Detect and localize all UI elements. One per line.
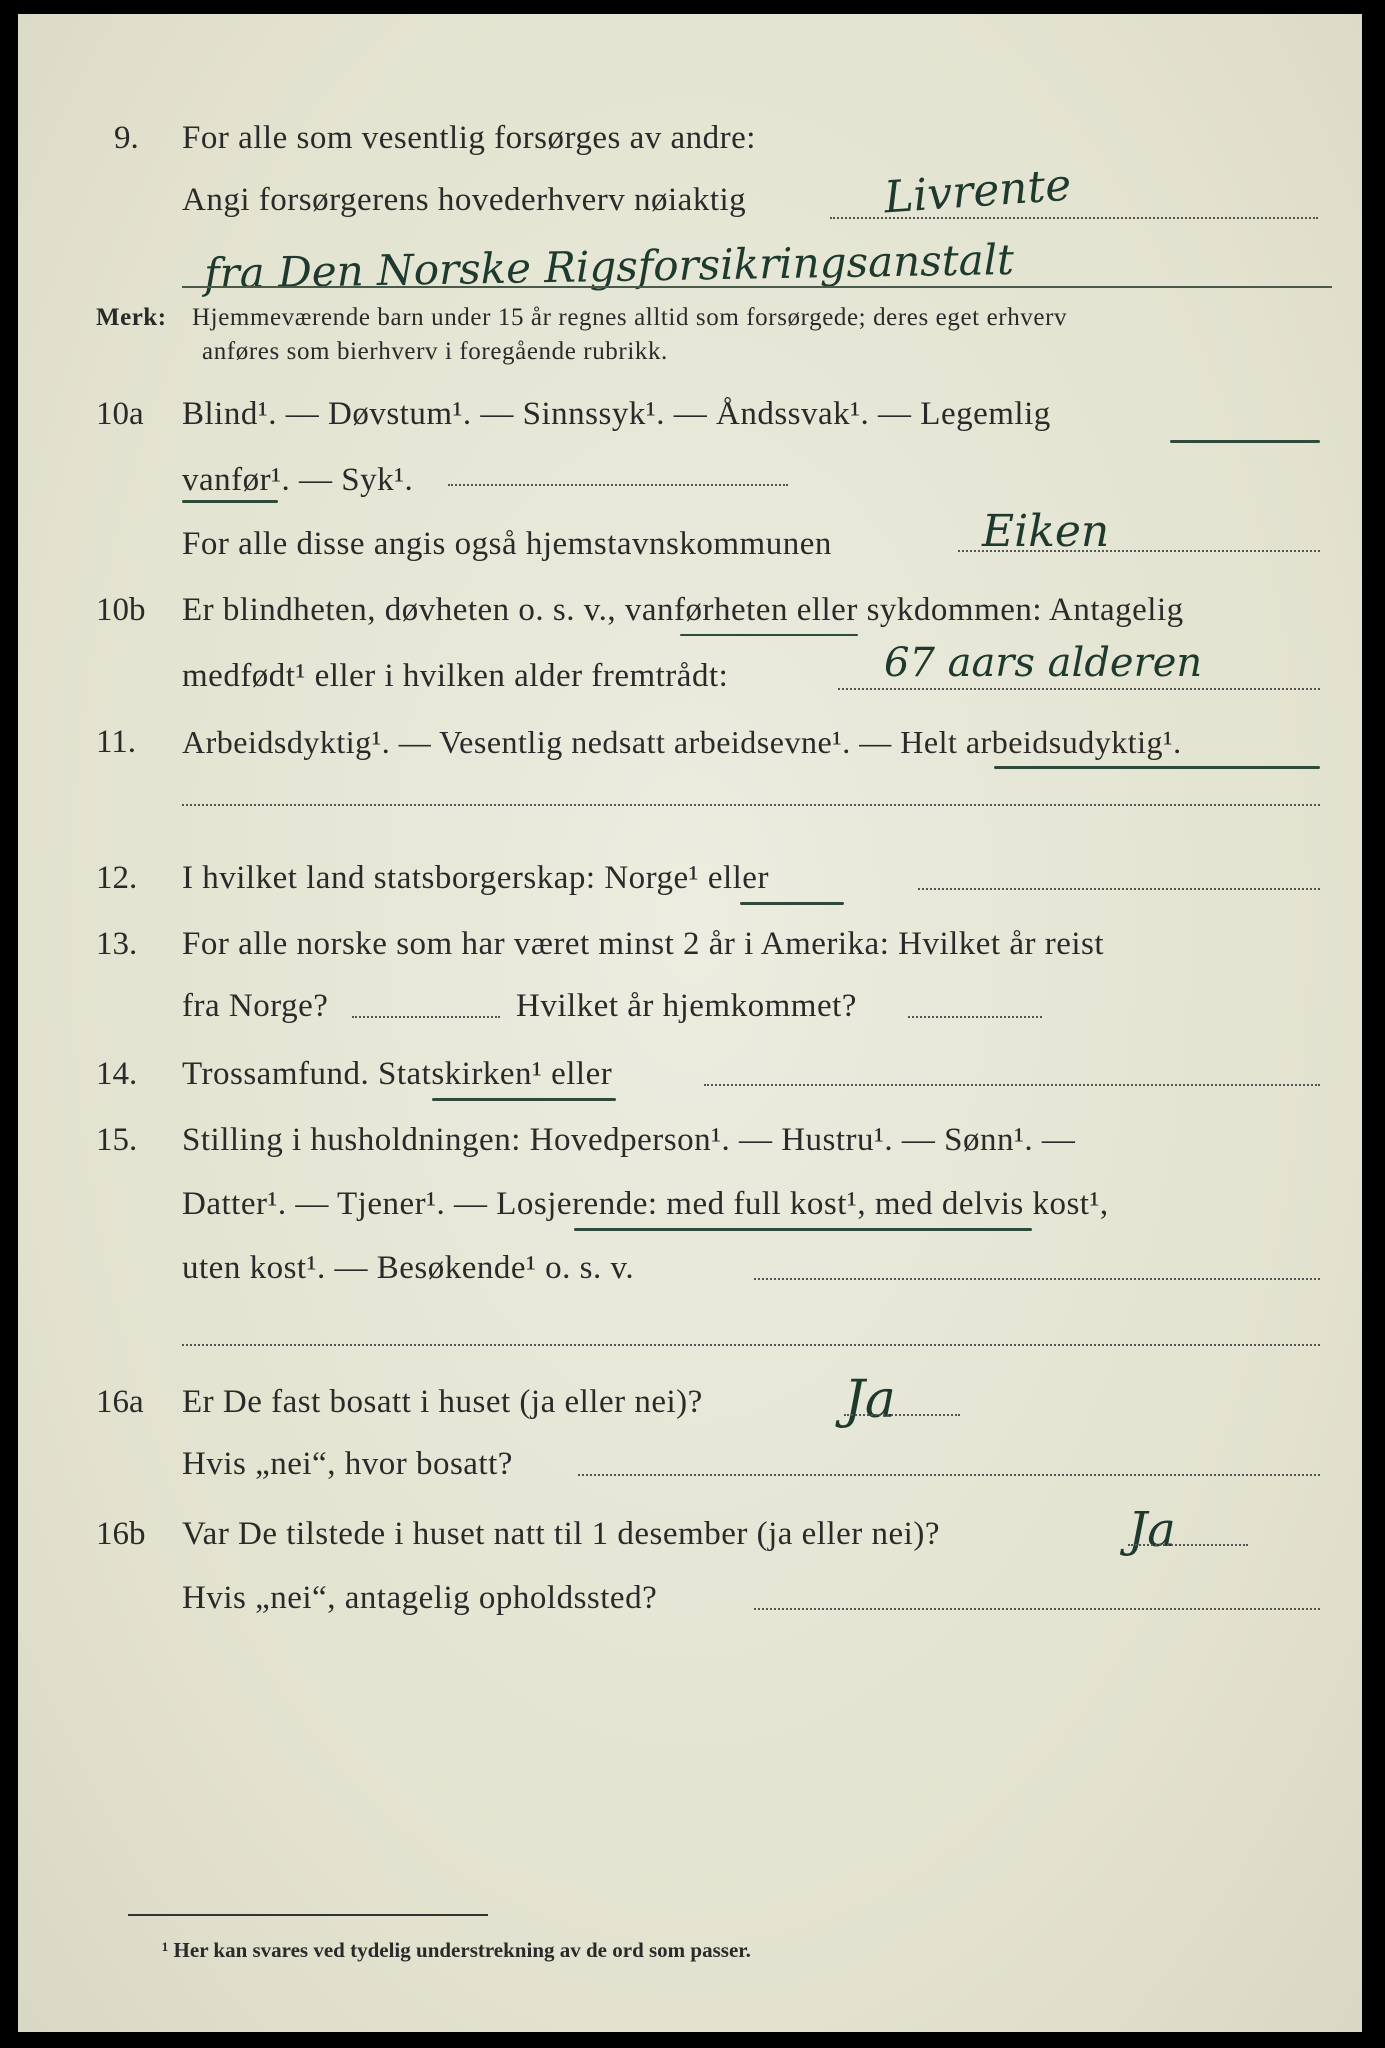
footnote-text: ¹ Her kan svares ved tydelig understrekning av de ord som passer. xyxy=(162,1938,751,1962)
q15-text-line1: Stilling i husholdningen: Hovedperson¹. — Hustru¹. — Sønn¹. — xyxy=(182,1122,1076,1158)
census-form-page xyxy=(18,14,1362,2032)
q11-number: 11. xyxy=(96,724,137,760)
q15-text-line3: uten kost¹. — Besøkende¹ o. s. v. xyxy=(182,1250,635,1286)
q11-underline-helt-arbeidsudyktig xyxy=(994,766,1320,769)
footnote-rule xyxy=(128,1914,488,1916)
q9-text-line2: Angi forsørgerens hovederhverv nøiaktig xyxy=(182,182,747,218)
q12-answer-line xyxy=(918,888,1320,890)
q15-number: 15. xyxy=(96,1122,138,1158)
q16a-number: 16a xyxy=(96,1384,144,1420)
q13-text-line2b: Hvilket år hjemkommet? xyxy=(516,988,857,1024)
q10a-text-line3: For alle disse angis også hjemstavnskommunen xyxy=(182,526,832,562)
merk-text-line1: Hjemmeværende barn under 15 år regnes alltid som forsørgede; deres eget erhverv xyxy=(192,304,1068,331)
q10b-number: 10b xyxy=(96,592,146,628)
q10a-underline-vanfor xyxy=(182,500,278,503)
q16a-answer-line2 xyxy=(578,1474,1320,1476)
q15-answer-line1 xyxy=(754,1278,1320,1280)
q15-underline-losjerende-full-kost xyxy=(574,1228,1032,1231)
q11-text-line1: Arbeidsdyktig¹. — Vesentlig nedsatt arbeidsevne¹. — Helt arbeidsudyktig¹. xyxy=(182,724,1182,760)
q10b-answer-line xyxy=(838,688,1320,690)
q12-underline-norge xyxy=(740,902,844,905)
q14-text-line1: Trossamfund. Statskirken¹ eller xyxy=(182,1056,613,1092)
q10a-underline-legemlig xyxy=(1170,440,1320,443)
q12-text-line1: I hvilket land statsborgerskap: Norge¹ eller xyxy=(182,860,769,896)
q11-answer-line xyxy=(182,804,1320,806)
q9-handwritten-institution: fra Den Norske Rigsforsikringsanstalt xyxy=(203,234,1015,299)
q10a-number: 10a xyxy=(96,396,144,432)
q9-handwritten-occupation: Livrente xyxy=(882,159,1073,224)
q13-answer-line-hjemkommet xyxy=(908,1016,1042,1018)
q12-number: 12. xyxy=(96,860,138,896)
q10a-answer-line-syk xyxy=(448,484,788,486)
q16a-text-line2: Hvis „nei“, hvor bosatt? xyxy=(182,1446,513,1482)
q15-answer-line2 xyxy=(182,1344,1320,1346)
q10b-underline-vanforheten xyxy=(680,634,858,636)
q9-number: 9. xyxy=(114,120,139,156)
q16b-answer-line1 xyxy=(1128,1544,1248,1546)
q10a-handwritten-kommune: Eiken xyxy=(982,506,1110,557)
q10b-text-line1: Er blindheten, døvheten o. s. v., vanførheten eller sykdommen: Antagelig xyxy=(182,592,1184,628)
q16a-text-line1: Er De fast bosatt i huset (ja eller nei)? xyxy=(182,1384,703,1420)
q13-text-line1: For alle norske som har været minst 2 år i Amerika: Hvilket år reist xyxy=(182,926,1105,962)
q14-number: 14. xyxy=(96,1056,138,1092)
q16b-number: 16b xyxy=(96,1516,146,1552)
merk-label: Merk: xyxy=(96,304,167,331)
q13-answer-line-reist xyxy=(352,1016,500,1018)
q16b-text-line1: Var De tilstede i huset natt til 1 desember (ja eller nei)? xyxy=(182,1516,940,1552)
q14-underline-statskirken xyxy=(432,1098,616,1101)
q16b-text-line2: Hvis „nei“, antagelig opholdssted? xyxy=(182,1580,658,1616)
q16a-answer-line1 xyxy=(844,1414,960,1416)
q9-answer-line2 xyxy=(182,286,1332,288)
q16b-handwritten-answer: Ja xyxy=(1128,1502,1176,1558)
merk-text-line2: anføres som bierhverv i foregående rubrikk. xyxy=(202,338,668,365)
q9-text-line1: For alle som vesentlig forsørges av andre: xyxy=(182,120,756,156)
q13-number: 13. xyxy=(96,926,138,962)
q10b-handwritten-age: 67 aars alderen xyxy=(884,640,1203,686)
q15-text-line2: Datter¹. — Tjener¹. — Losjerende: med full kost¹, med delvis kost¹, xyxy=(182,1186,1109,1222)
q10a-text-line1: Blind¹. — Døvstum¹. — Sinnssyk¹. — Åndssvak¹. — Legemlig xyxy=(182,396,1051,432)
q10a-text-line2: vanfør¹. — Syk¹. xyxy=(182,462,414,498)
q16a-handwritten-answer: Ja xyxy=(844,1370,896,1430)
q16b-answer-line2 xyxy=(754,1608,1320,1610)
q14-answer-line xyxy=(704,1084,1320,1086)
q13-text-line2a: fra Norge? xyxy=(182,988,329,1024)
q10b-text-line2: medfødt¹ eller i hvilken alder fremtrådt: xyxy=(182,658,729,694)
